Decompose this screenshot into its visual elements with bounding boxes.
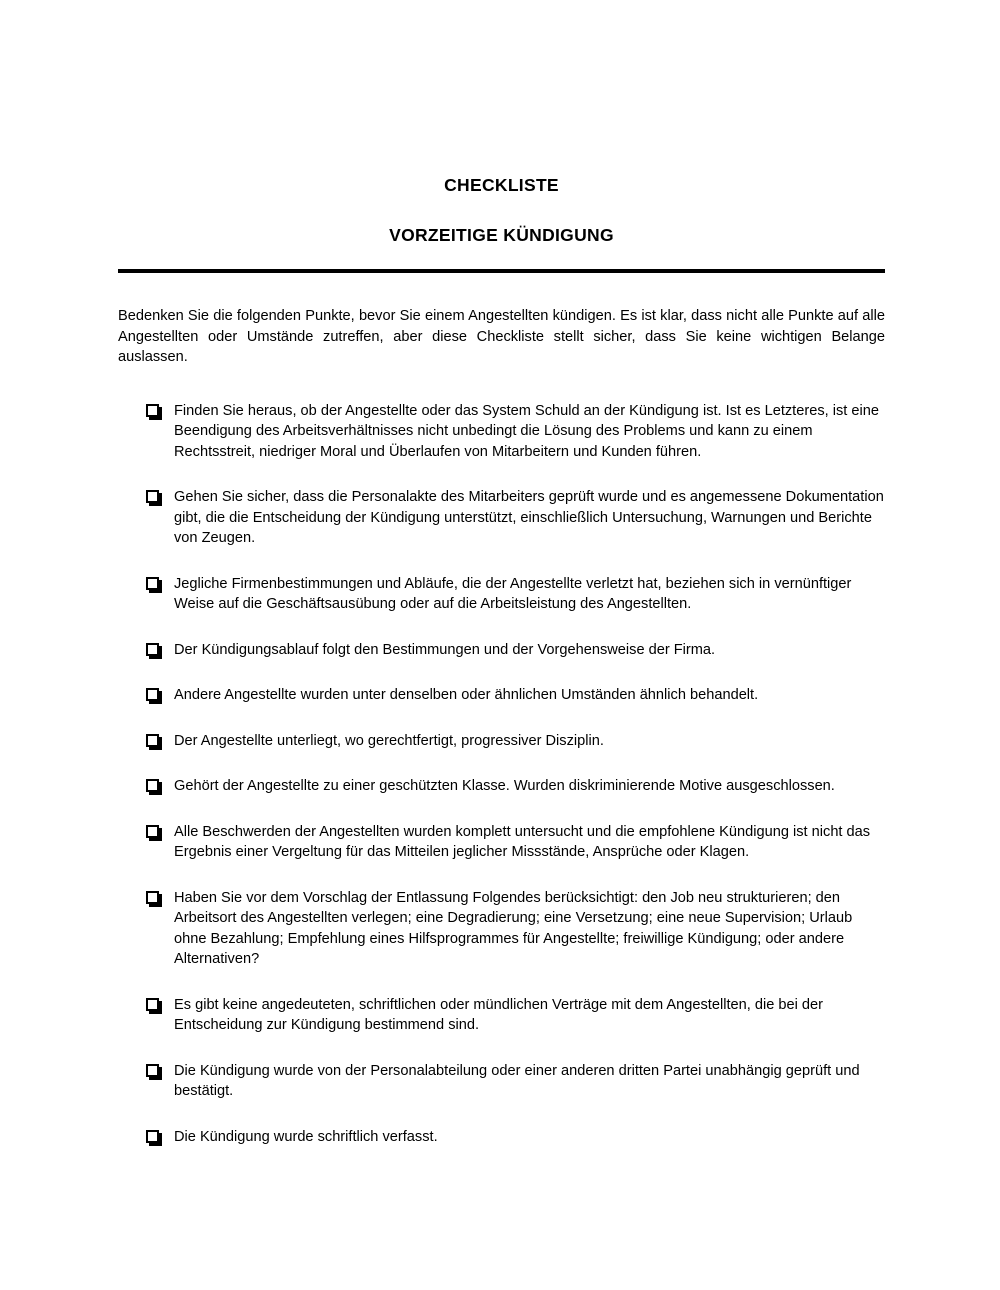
empty-checkbox-icon[interactable] [146, 998, 159, 1011]
page-subtitle: VORZEITIGE KÜNDIGUNG [389, 225, 614, 245]
page-title: CHECKLISTE [444, 175, 559, 195]
checklist-item[interactable] [118, 822, 885, 863]
checklist-item[interactable] [118, 776, 885, 797]
checklist-item-label: Andere Angestellte wurden unter denselben oder ähnlichen Umständen ähnlich behandelt. [174, 687, 759, 703]
checklist-item-label: Jegliche Firmenbestimmungen und Abläufe, die der Angestellte verletzt hat, beziehen sich in vernünftiger Weise auf die Geschäftsausübung oder auf die Arbeitsleistung des Angestellten. [174, 575, 852, 612]
checklist-item[interactable] [118, 401, 885, 463]
empty-checkbox-icon[interactable] [146, 404, 159, 417]
checklist-item-label: Die Kündigung wurde schriftlich verfasst. [174, 1128, 438, 1145]
checklist-item-label: Es gibt keine angedeuteten, schriftlichen oder mündlichen Verträge mit dem Angestellten, die bei der Entscheidung zur Kündigung bestimmend sind. [174, 996, 824, 1033]
empty-checkbox-icon[interactable] [146, 779, 159, 792]
empty-checkbox-icon[interactable] [146, 643, 159, 656]
checklist-item[interactable] [118, 888, 885, 970]
checklist-item[interactable] [118, 487, 885, 549]
document-header [118, 0, 885, 246]
checklist-item-label: Gehört der Angestellte zu einer geschützten Klasse. Wurden diskriminierende Motive ausgeschlossen. [174, 778, 835, 794]
checklist-item-label: Der Kündigungsablauf folgt den Bestimmungen und der Vorgehensweise der Firma. [174, 641, 716, 658]
empty-checkbox-icon[interactable] [146, 734, 159, 747]
checklist-item-label: Gehen Sie sicher, dass die Personalakte des Mitarbeiters geprüft wurde und es angemessene Dokumentation gibt, die die Entscheidung der Kündigung unterstützt, einschließlich Untersuchung, Warnungen und Berichte von Zeugen. [174, 489, 884, 546]
checklist-item-label: Finden Sie heraus, ob der Angestellte oder das System Schuld an der Kündigung ist. Ist es Letzteres, ist eine Beendigung des Arbeitsverhältnisses nicht unbedingt die Lösung des Problems und kann zu einem Rechtsstreit, niedriger Moral und Überlaufen von Mitarbeitern und Kunden führen. [174, 402, 879, 460]
checklist-item[interactable] [118, 685, 885, 706]
checklist-item[interactable] [118, 731, 885, 752]
empty-checkbox-icon[interactable] [146, 577, 159, 590]
checklist-item[interactable] [118, 1127, 885, 1148]
checklist-item-label: Alle Beschwerden der Angestellten wurden komplett untersucht und die empfohlene Kündigung ist nicht das Ergebnis einer Vergeltung für das Mitteilen jeglicher Missstände, Ansprüche oder Klagen. [174, 823, 871, 860]
empty-checkbox-icon[interactable] [146, 490, 159, 503]
document-content-column [118, 0, 885, 1147]
checklist-item-label: Haben Sie vor dem Vorschlag der Entlassung Folgendes berücksichtigt: den Job neu strukturieren; den Arbeitsort des Angestellten verlegen; eine Degradierung; eine Versetzung; eine neue Supervision; Urlaub ohne Bezahlung; Empfehlung eines Hilfsprogrammes für Angestellte; freiwillige Kündigung; oder andere Alternativen? [174, 889, 853, 967]
header-divider-rule [118, 269, 885, 273]
checklist-item-label: Der Angestellte unterliegt, wo gerechtfertigt, progressiver Disziplin. [174, 732, 604, 749]
empty-checkbox-icon[interactable] [146, 825, 159, 838]
checklist-item-label: Die Kündigung wurde von der Personalabteilung oder einer anderen dritten Partei unabhängig geprüft und bestätigt. [174, 1062, 860, 1099]
checklist-item[interactable] [118, 995, 885, 1036]
checklist-item[interactable] [118, 1061, 885, 1102]
checklist-item[interactable] [118, 574, 885, 615]
checklist [118, 401, 885, 1148]
empty-checkbox-icon[interactable] [146, 1064, 159, 1077]
checklist-item[interactable] [118, 640, 885, 661]
intro-paragraph: Bedenken Sie die folgenden Punkte, bevor Sie einem Angestellten kündigen. Es ist klar, dass nicht alle Punkte auf alle Angestellten oder Umstände zutreffen, aber diese Checkliste stellt sicher, dass Sie keine wichtigen Belange auslassen. [118, 308, 885, 365]
empty-checkbox-icon[interactable] [146, 1130, 159, 1143]
empty-checkbox-icon[interactable] [146, 891, 159, 904]
empty-checkbox-icon[interactable] [146, 688, 159, 701]
